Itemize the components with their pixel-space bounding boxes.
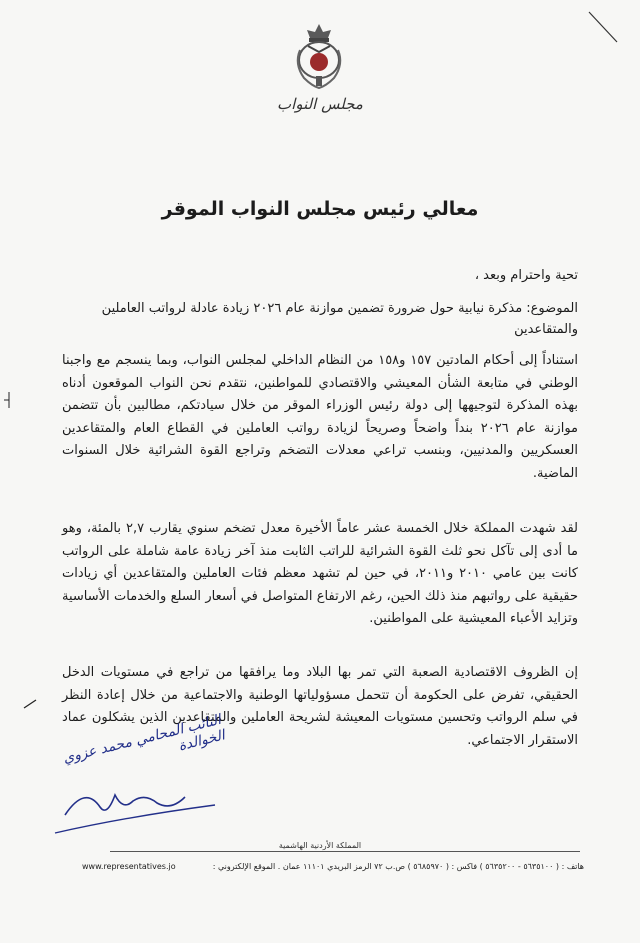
handwritten-signature-name: النائب المحامي محمد عزوي الخوالدة <box>61 711 227 767</box>
body-paragraph: إن الظروف الاقتصادية الصعبة التي تمر بها البلاد وما يرافقها من تراجع في مستويات الدخل الحقيقي، تفرض على الحكومة أن تتحمل مسؤولياتها الوطنية والاجتماعية من خلال إعادة النظر في سلم الرواتب وتحسين مستويات المعيشة لشريحة العاملين والمتقاعدين الذين يشكلون عماد الاستقرار الاجتماعي. <box>62 665 578 748</box>
footer-website-link[interactable]: www.representatives.jo <box>82 862 176 871</box>
body-paragraph: لقد شهدت المملكة خلال الخمسة عشر عاماً الأخيرة معدل تضخم سنوي يقارب ٢,٧ بالمئة، وهو ما أدى إلى تآكل نحو ثلث القوة الشرائية للراتب الثابت منذ آخر زيادة عامة شاملة على الرواتب كانت بين عامي ٢٠١٠ و٢٠١١، في حين لم تشهد معظم فئات العاملين والمتقاعدين أي زيادات حقيقية على رواتبهم منذ ذلك الحين، رغم الارتفاع المتواصل في أسعار السلع والخدمات الأساسية وتزايد الأعباء المعيشية على المواطنين. <box>62 521 578 626</box>
body-paragraph: استناداً إلى أحكام المادتين ١٥٧ و١٥٨ من النظام الداخلي لمجلس النواب، وبما ينسجم مع واجبنا الوطني في متابعة الشأن المعيشي والاقتصادي للمواطنين، نتقدم نحن النواب الموقعون أدناه بهذه المذكرة لتوجيهها إلى دولة رئيس الوزراء الموقر من خلال سيادتكم، مطالبين بأن تتضمن موازنة عام ٢٠٢٦ بنداً واضحاً وصريحاً لزيادة رواتب العاملين في القطاع العام والمتقاعدين العسكريين والمدنيين، وبنسب تراعي معدلات التضخم وتراجع القوة الشرائية خلال السنوات الماضية. <box>62 353 578 481</box>
pen-stroke-mark <box>585 8 625 48</box>
signature-scribble <box>45 745 235 840</box>
greeting-line: تحية واحترام وبعد ، <box>474 268 578 283</box>
royal-emblem-icon <box>290 20 348 92</box>
margin-bracket-mark <box>4 392 10 408</box>
footer-divider <box>110 851 580 852</box>
subject-line: الموضوع: مذكرة نيابية حول ضرورة تضمين موازنة عام ٢٠٢٦ زيادة عادلة لرواتب العاملين والمتقاعدين <box>101 301 578 337</box>
footer-organization: المملكة الأردنية الهاشمية <box>0 841 640 850</box>
margin-check-mark <box>22 698 38 710</box>
letterhead-logo-text: مجلس النواب <box>277 95 363 113</box>
salutation-title: معالي رئيس مجلس النواب الموقر <box>161 198 479 220</box>
footer-contact-info: هاتف : ( ٥٦٣٥١٠٠ - ٥٦٣٥٢٠٠ ) فاكس : ( ٥٦٨٥٩٧٠ ) ص.ب ٧٢ الرمز البريدي ١١١٠١ عمان . الموقع الإلكتروني : <box>212 862 584 871</box>
